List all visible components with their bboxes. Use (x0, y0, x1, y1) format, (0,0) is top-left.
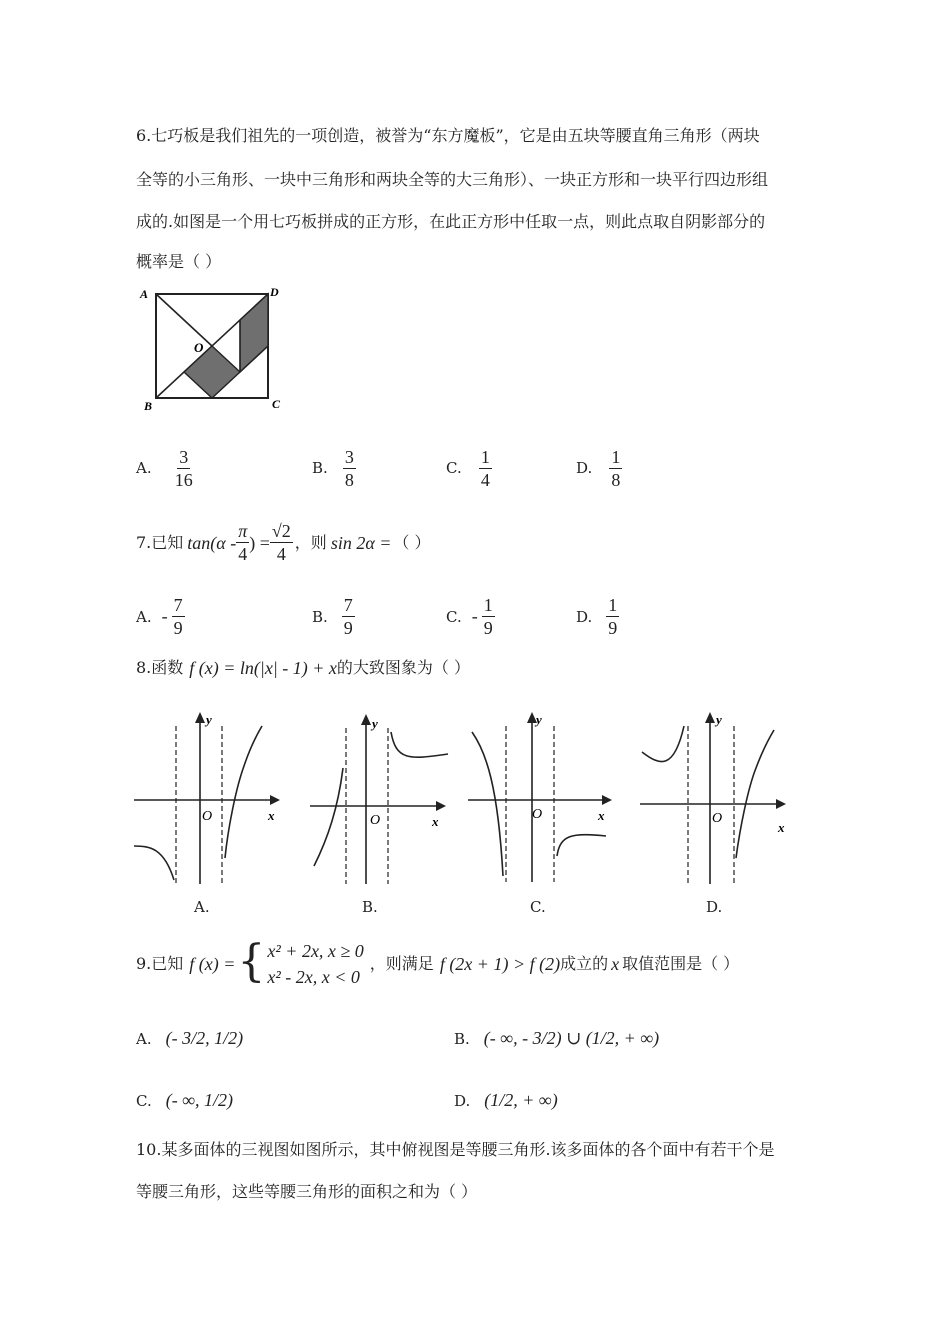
shaded-square (184, 346, 240, 398)
svg-text:x: x (432, 814, 439, 829)
q10-line-2: 等腰三角形，这些等腰三角形的面积之和为（ ） (136, 1182, 478, 1201)
q9-option-d[interactable]: D. (1/2, + ∞) (454, 1090, 558, 1110)
svg-text:O: O (370, 813, 381, 828)
q6-line-4: 概率是（ ） (136, 252, 222, 271)
graph-b[interactable] (308, 708, 458, 888)
q7-option-a[interactable]: A. - $\frac{7}{9}$ (136, 595, 183, 638)
q9-option-a[interactable]: A. (- 3/2, 1/2) (136, 1028, 244, 1048)
q9-stem: 9.已知 f (x) = { x² + 2x, x ≥ 0 x² - 2x, x < 0 ，则满足 f (2x + 1) > f (2) 成立的 x 取值范围是（ ） (136, 936, 740, 987)
svg-text:O: O (712, 811, 723, 826)
q6-line-3: 成的.如图是一个用七巧板拼成的正方形，在此正方形中任取一点，则此点取自阴影部分的 (136, 212, 766, 231)
svg-text:y: y (536, 712, 542, 727)
svg-text:y: y (372, 716, 378, 731)
q7-option-c[interactable]: C. - $\frac{1}{9}$ (446, 595, 493, 638)
q7-option-b[interactable]: B. $\frac{7}{9}$ (312, 595, 353, 638)
q6-option-d[interactable]: D. $\frac{1}{8}$ (576, 447, 621, 490)
q6-option-a[interactable]: A. $\frac{3}{16}$ (136, 447, 193, 490)
svg-text:O: O (202, 809, 213, 824)
label-B: B (144, 399, 153, 413)
q6-line-2: 全等的小三角形、一块中三角形和两块全等的大三角形）、一块正方形和一块平行四边形组 (136, 170, 769, 189)
svg-text:y: y (716, 712, 722, 727)
svg-text:x: x (268, 808, 275, 823)
q7-option-d[interactable]: D. $\frac{1}{9}$ (576, 595, 618, 638)
piecewise-brace: { (237, 936, 266, 987)
svg-text:y: y (206, 712, 212, 727)
label-C: C (272, 397, 281, 411)
tangram-figure (136, 282, 296, 414)
shaded-parallelogram (240, 294, 268, 372)
q6-line-1: 6.七巧板是我们祖先的一项创造，被誉为“东方魔板”，它是由五块等腰直角三角形（两块 (136, 126, 760, 145)
q9-option-b[interactable]: B. (- ∞, - 3/2) ∪ (1/2, + ∞) (454, 1028, 660, 1048)
graph-caption-b: B. (362, 898, 378, 916)
graph-caption-c: C. (530, 898, 546, 916)
graph-c[interactable] (466, 706, 616, 886)
graph-caption-a: A. (194, 898, 210, 916)
q8-stem: 8.函数 f (x) = ln(|x| - 1) + x 的大致图象为（ ） (136, 658, 471, 678)
graph-d[interactable] (638, 708, 790, 888)
svg-text:x: x (598, 808, 605, 823)
q7-stem: 7.已知 tan(α - $\frac{\pi}{4}$ ) = $\frac{√2}{4}$ ，则 sin 2α = （ ） (136, 521, 431, 564)
graph-a[interactable] (132, 708, 282, 888)
q9-option-c[interactable]: C. (- ∞, 1/2) (136, 1090, 234, 1110)
label-D: D (270, 285, 279, 299)
q10-line-1: 10.某多面体的三视图如图所示，其中俯视图是等腰三角形.该多面体的各个面中有若干个是 (136, 1140, 775, 1159)
svg-text:O: O (532, 807, 543, 822)
graph-caption-d: D. (706, 898, 723, 916)
label-O: O (194, 340, 204, 355)
q6-option-b[interactable]: B. $\frac{3}{8}$ (312, 447, 354, 490)
q6-option-c[interactable]: C. $\frac{1}{4}$ (446, 447, 490, 490)
svg-text:x: x (778, 820, 785, 835)
label-A: A (140, 287, 149, 301)
